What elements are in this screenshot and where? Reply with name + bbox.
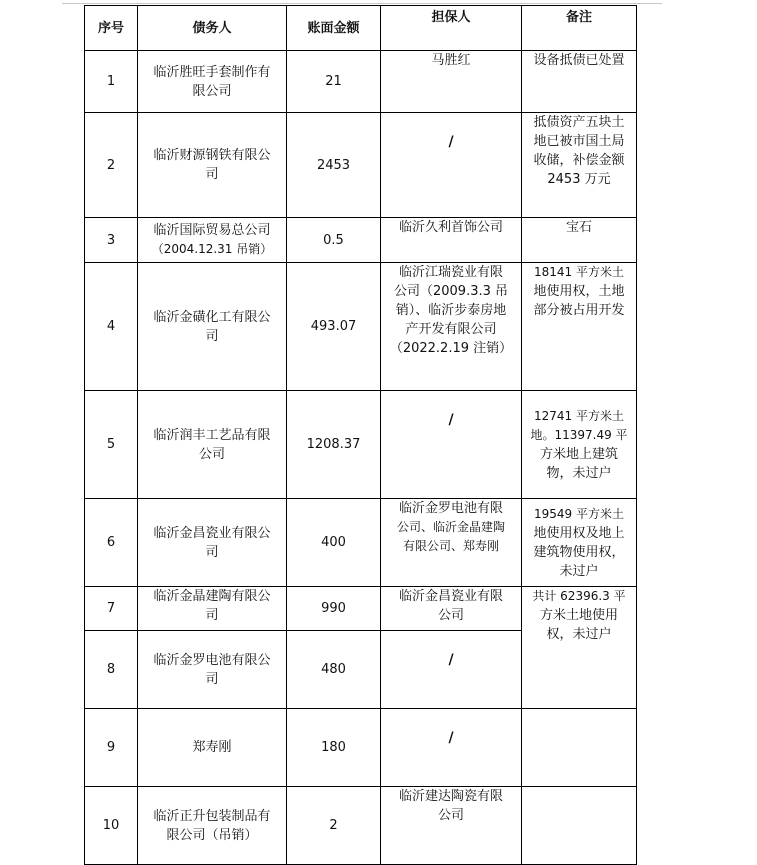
row-amount: 400 <box>287 499 381 587</box>
remark-line: 权，未过户 <box>546 627 612 642</box>
row-index: 8 <box>85 631 138 709</box>
row-index: 5 <box>85 391 138 499</box>
remark-line: 地使用权，土地 <box>533 284 625 299</box>
guarantor-line: 临沂金罗电池有限 <box>398 501 503 516</box>
debtor-line: 司 <box>205 328 219 344</box>
debtor-line: 临沂金昌瓷业有限公 <box>153 525 271 541</box>
debtor-line: 临沂胜旺手套制作有 <box>153 64 271 80</box>
guarantor-line: / <box>448 652 454 668</box>
row-guarantor <box>381 499 522 587</box>
table-row <box>85 218 637 263</box>
remark-line: 物，未过户 <box>546 465 612 481</box>
guarantor-line: 公司 <box>437 608 464 623</box>
header-remark: 备注 <box>522 6 637 51</box>
remark-line: 未过户 <box>559 563 599 579</box>
debtor-line: 司 <box>205 608 219 623</box>
row-guarantor <box>381 113 522 218</box>
row-guarantor <box>381 787 522 865</box>
debtor-line: （2004.12.31 吊销） <box>151 242 273 256</box>
row-debtor <box>138 709 287 787</box>
row-amount: 480 <box>287 631 381 709</box>
remark-line: 宝石 <box>565 220 592 235</box>
row-amount: 180 <box>287 709 381 787</box>
row-debtor <box>138 51 287 113</box>
remark-line: 设备抵债已处置 <box>533 53 625 68</box>
row-amount: 2 <box>287 787 381 865</box>
guarantor-line: 有限公司、郑寿刚 <box>402 539 499 553</box>
row-index: 9 <box>85 709 138 787</box>
row-guarantor <box>381 218 522 263</box>
remark-line: 建筑物使用权， <box>533 544 625 560</box>
header-index: 序号 <box>85 6 138 51</box>
remark-line: 方米土地使用 <box>539 608 618 623</box>
row-amount: 2453 <box>287 113 381 218</box>
guarantor-line: / <box>448 412 454 428</box>
debtor-line: 临沂财源钢铁有限公 <box>153 148 271 163</box>
row-guarantor <box>381 391 522 499</box>
guarantor-line: 公司（2009.3.3 吊 <box>393 284 509 299</box>
debtor-line: 公司 <box>198 446 225 462</box>
row-index: 1 <box>85 51 138 113</box>
table-row <box>85 587 637 631</box>
remark-line: 19549 平方米土 <box>534 506 624 521</box>
page-top-rule <box>62 3 662 4</box>
header-guarantor: 担保人 <box>381 6 522 51</box>
row-index: 6 <box>85 499 138 587</box>
table-row <box>85 51 637 113</box>
row-debtor <box>138 263 287 391</box>
guarantor-line: / <box>448 730 454 746</box>
debtor-line: 司 <box>205 167 219 182</box>
row-guarantor <box>381 709 522 787</box>
header-amount: 账面金额 <box>287 6 381 51</box>
debtor-line: 限公司 <box>192 83 232 99</box>
row-guarantor <box>381 631 522 709</box>
row-remark <box>522 391 637 499</box>
row-debtor <box>138 113 287 218</box>
debtor-line: 临沂正升包装制品有 <box>153 808 271 824</box>
table-row <box>85 499 637 587</box>
guarantor-line: / <box>448 134 454 150</box>
remark-line: 2453 万元 <box>547 172 611 187</box>
row-remark <box>522 51 637 113</box>
debtor-line: 郑寿刚 <box>192 740 232 755</box>
row-debtor <box>138 391 287 499</box>
remark-line: 12741 平方米土 <box>534 408 624 423</box>
row-index: 4 <box>85 263 138 391</box>
table-row <box>85 787 637 865</box>
row-debtor <box>138 499 287 587</box>
guarantor-line: 公司、临沂金晶建陶 <box>396 520 505 534</box>
row-index: 3 <box>85 218 138 263</box>
row-index: 10 <box>85 787 138 865</box>
table-row <box>85 709 637 787</box>
debtor-line: 临沂金罗电池有限公 <box>153 652 271 668</box>
table-row <box>85 391 637 499</box>
table-row <box>85 113 637 218</box>
row-remark <box>522 263 637 391</box>
row-debtor <box>138 631 287 709</box>
row-amount: 21 <box>287 51 381 113</box>
row-amount: 990 <box>287 587 381 631</box>
row-remark <box>522 787 637 865</box>
guarantor-line: 公司 <box>437 808 464 823</box>
guarantor-line: （2022.2.19 注销） <box>389 341 513 356</box>
remark-line: 部分被占用开发 <box>533 303 625 318</box>
remark-line: 收储，补偿金额 <box>533 153 625 168</box>
row-remark <box>522 218 637 263</box>
row-amount: 1208.37 <box>287 391 381 499</box>
remark-line: 地使用权及地上 <box>533 525 625 541</box>
row-guarantor <box>381 587 522 631</box>
row-remark <box>522 113 637 218</box>
row-debtor <box>138 787 287 865</box>
remark-line: 地已被市国土局 <box>533 134 625 149</box>
remark-line: 地。11397.49 平 <box>530 427 628 442</box>
row-remark <box>522 587 637 709</box>
row-remark <box>522 499 637 587</box>
debt-table <box>84 5 637 865</box>
debtor-line: 临沂国际贸易总公司 <box>153 223 271 238</box>
debtor-line: 临沂金磺化工有限公 <box>153 309 271 325</box>
row-index: 7 <box>85 587 138 631</box>
guarantor-line: 销）、临沂步泰房地 <box>395 303 507 318</box>
row-remark <box>522 709 637 787</box>
remark-line: 共计 62396.3 平 <box>532 589 626 603</box>
row-guarantor <box>381 263 522 391</box>
row-amount: 493.07 <box>287 263 381 391</box>
guarantor-line: 临沂久利首饰公司 <box>398 220 503 235</box>
row-guarantor <box>381 51 522 113</box>
table-header-row <box>85 6 637 51</box>
guarantor-line: 临沂建达陶瓷有限 <box>398 789 503 804</box>
guarantor-line: 临沂江瑞瓷业有限 <box>398 265 503 280</box>
debtor-line: 司 <box>205 671 219 687</box>
row-amount: 0.5 <box>287 218 381 263</box>
remark-line: 方米地上建筑 <box>539 446 618 462</box>
guarantor-line: 马胜红 <box>431 53 471 68</box>
guarantor-line: 产开发有限公司 <box>405 322 497 337</box>
table-row <box>85 263 637 391</box>
debtor-line: 临沂金晶建陶有限公 <box>153 589 271 604</box>
header-debtor: 债务人 <box>138 6 287 51</box>
debtor-line: 司 <box>205 544 219 560</box>
remark-line: 18141 平方米土 <box>534 265 624 279</box>
guarantor-line: 临沂金昌瓷业有限 <box>398 589 503 604</box>
debtor-line: 临沂润丰工艺品有限 <box>153 427 271 443</box>
remark-line: 抵债资产五块土 <box>533 115 625 130</box>
row-index: 2 <box>85 113 138 218</box>
debtor-line: 限公司（吊销） <box>166 827 258 843</box>
row-debtor <box>138 218 287 263</box>
row-debtor <box>138 587 287 631</box>
